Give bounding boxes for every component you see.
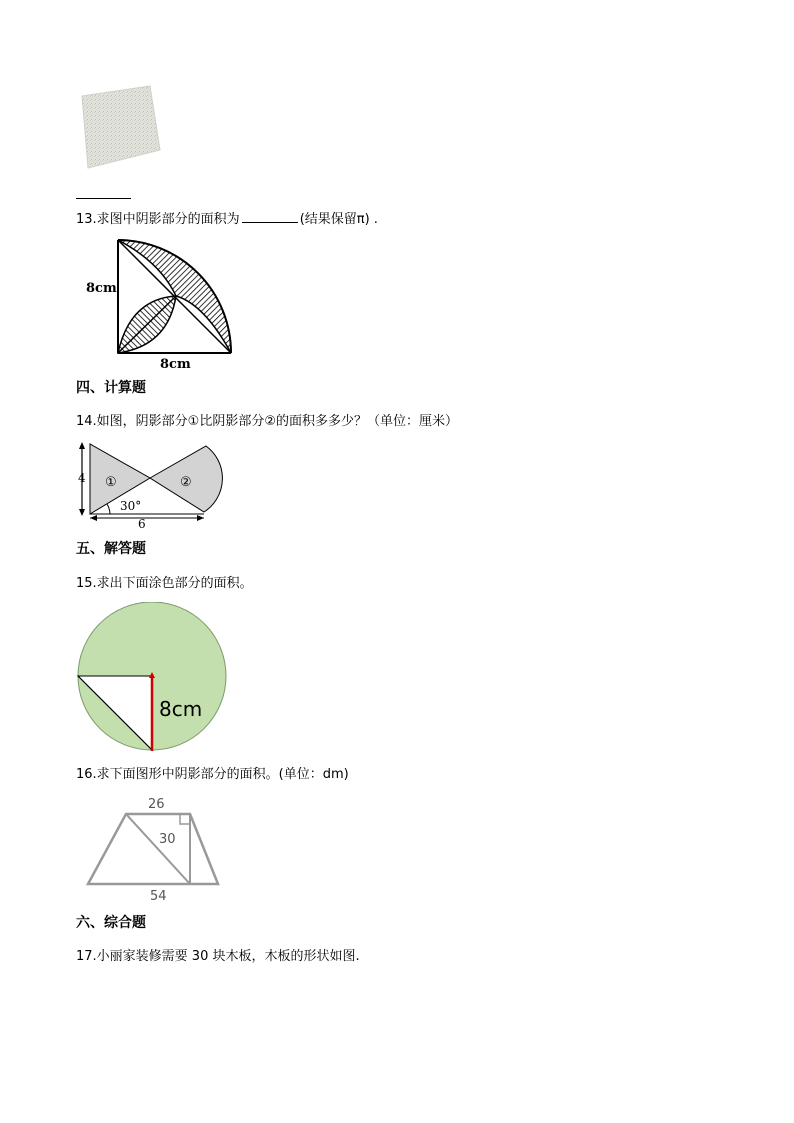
figure-16 — [84, 792, 224, 904]
figure-16-height-label: 30 — [159, 832, 176, 847]
section-title-4: 四、计算题 — [76, 380, 146, 396]
figure-16-bottom-label: 54 — [150, 889, 167, 904]
question-14-text: 14.如图，阴影部分①比阴影部分②的面积多多少？（单位：厘米） — [76, 414, 458, 429]
figure-15 — [74, 602, 230, 756]
figure-14-width-label: 6 — [138, 517, 146, 530]
figure-14-height-label: 4 — [78, 471, 86, 485]
section-title-5: 五、解答题 — [76, 541, 146, 557]
figure-14-region-1: ① — [105, 475, 117, 490]
figure-15-radius-label: 8cm — [159, 697, 203, 721]
figure-13 — [80, 234, 250, 372]
question-13 — [76, 210, 378, 228]
figure-16-top-label: 26 — [148, 797, 165, 812]
question-13-tail: (结果保留π) . — [299, 212, 378, 227]
figure-14 — [74, 438, 224, 530]
question-15-text: 15.求出下面涂色部分的面积。 — [76, 576, 253, 591]
scanned-paper-image — [74, 84, 164, 174]
section-title-6: 六、综合题 — [76, 915, 146, 931]
answer-blank[interactable] — [242, 210, 298, 223]
figure-14-region-2: ② — [180, 475, 192, 490]
figure-13-side-label: 8cm — [86, 281, 117, 296]
question-16-text: 16.求下面图形中阴影部分的面积。(单位：dm) — [76, 767, 349, 782]
answer-line — [76, 198, 131, 199]
question-13-text: 13.求图中阴影部分的面积为 — [76, 212, 240, 227]
figure-14-angle-label: 30° — [120, 499, 142, 513]
figure-13-bottom-label: 8cm — [160, 357, 191, 372]
question-17-text: 17.小丽家装修需要 30 块木板，木板的形状如图. — [76, 949, 360, 964]
